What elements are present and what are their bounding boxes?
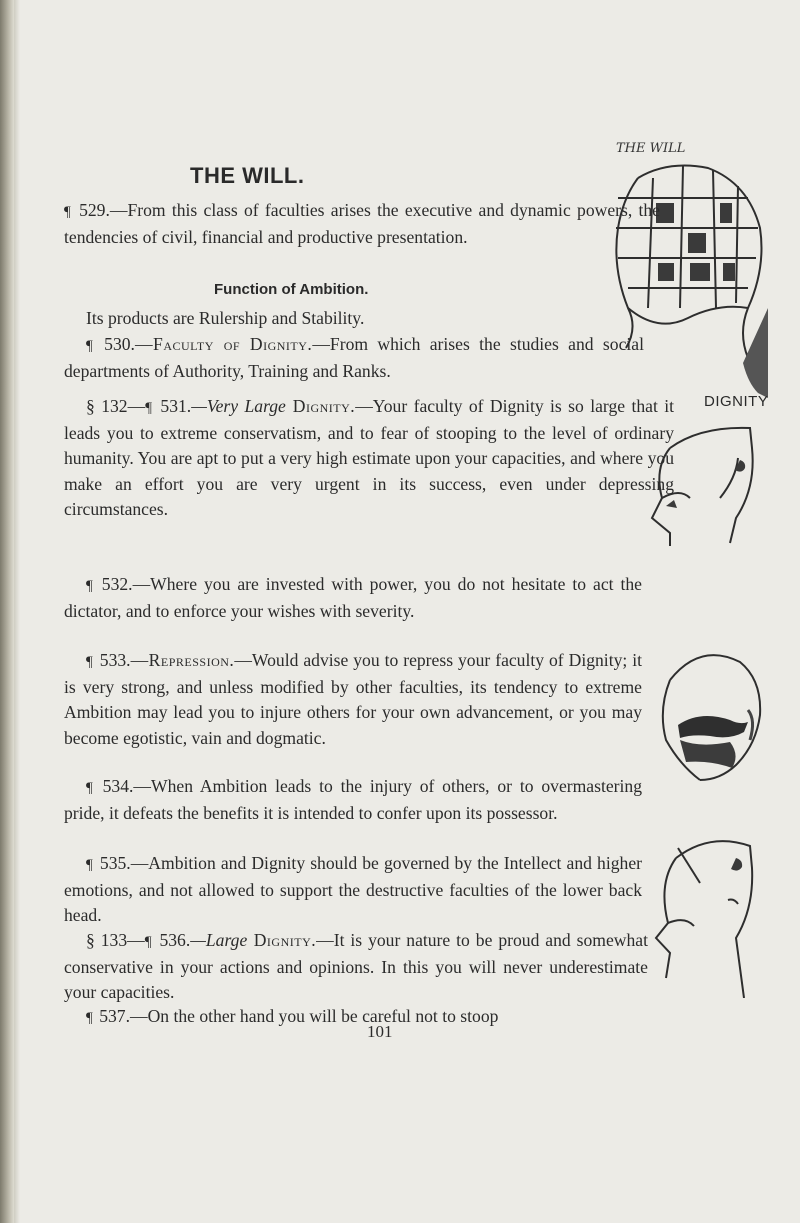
paragraph-532 bbox=[64, 572, 642, 624]
paragraph-number: 529. bbox=[79, 200, 110, 220]
paragraph-534 bbox=[64, 774, 642, 826]
section-number: § 133— bbox=[86, 930, 145, 950]
faculty-term: —Repression. bbox=[130, 650, 235, 670]
dignity-figure-small-illustration bbox=[640, 828, 770, 998]
paragraph-number: 537. bbox=[99, 1006, 130, 1026]
size-term: —Large bbox=[190, 930, 248, 950]
faculty-term: —Faculty of Dignity. bbox=[134, 334, 313, 354]
paragraph-number: 532. bbox=[101, 574, 133, 594]
section-subheading: Function of Ambition. bbox=[214, 281, 369, 298]
paragraph-text: —Would advise you to repress your faculty of Dignity; it is very strong, and unless modified by other faculties, its tendency to extreme Ambition may lead you to injure others for your own advancement, or you may become egotistic, vain and dogmatic. bbox=[64, 650, 642, 748]
pilcrow-icon: ¶ bbox=[64, 204, 71, 220]
faculty-term: Dignity. bbox=[247, 930, 317, 950]
paragraph-number: 531. bbox=[160, 396, 192, 416]
illustration-label-the-will: THE WILL bbox=[616, 141, 686, 156]
portrait-bust-illustration bbox=[640, 640, 770, 785]
paragraph-531 bbox=[64, 394, 674, 522]
paragraph-number: 536. bbox=[159, 930, 191, 950]
paragraph-537 bbox=[64, 1004, 642, 1029]
paragraph-529 bbox=[64, 198, 660, 250]
paragraph-text: —It is your nature to be proud and somewhat conservative in your actions and opinions. In this you will never underestimate your capacities. bbox=[64, 930, 648, 1003]
paragraph-number: 533. bbox=[99, 650, 131, 670]
pilcrow-icon: ¶ bbox=[144, 934, 152, 950]
pilcrow-icon: ¶ bbox=[86, 338, 93, 354]
paragraph-text: —When Ambition leads to the injury of others, or to overmastering pride, it defeats the benefits it is intended to confer upon its possessor. bbox=[64, 776, 642, 824]
pilcrow-icon: ¶ bbox=[86, 654, 93, 670]
paragraph-text: —On the other hand you will be careful not to stoop bbox=[130, 1006, 499, 1026]
section-number: § 132— bbox=[86, 396, 146, 416]
paragraph-text: —Where you are invested with power, you do not hesitate to act the dictator, and to enforce your wishes with severity. bbox=[64, 574, 642, 622]
page-number: 101 bbox=[367, 1022, 393, 1041]
paragraph-535 bbox=[64, 851, 642, 929]
paragraph-536 bbox=[64, 928, 648, 1006]
paragraph-text: —Your faculty of Dignity is so large that it leads you to extreme conservatism, and to fear of stooping to the level of ordinary humanity. You are apt to put a very high estimate upon your capacities, and where you make an effort you are very urgent in its success, even under depressing circumstances. bbox=[64, 396, 675, 519]
faculty-term: Dignity. bbox=[285, 396, 356, 416]
size-term: —Very Large bbox=[191, 396, 286, 416]
paragraph-number: 534. bbox=[102, 776, 134, 796]
illustration-label-dignity: DIGNITY bbox=[704, 393, 769, 410]
book-binding-shadow bbox=[0, 0, 14, 1223]
pilcrow-icon: ¶ bbox=[86, 780, 93, 796]
paragraph-number: 530. bbox=[104, 334, 135, 354]
paragraph-530 bbox=[64, 332, 644, 384]
pilcrow-icon: ¶ bbox=[86, 1010, 93, 1026]
paragraph-533 bbox=[64, 648, 642, 751]
pilcrow-icon: ¶ bbox=[86, 857, 93, 873]
page-gutter bbox=[14, 0, 20, 1223]
paragraph-text: Its products are Rulership and Stability. bbox=[86, 308, 365, 328]
paragraph-text: —From which arises the studies and social departments of Authority, Training and Ranks. bbox=[64, 334, 644, 382]
paragraph-rulership bbox=[64, 306, 624, 331]
pilcrow-icon: ¶ bbox=[86, 578, 93, 594]
paragraph-text: —Ambition and Dignity should be governed by the Intellect and higher emotions, and not allowed to support the destructive faculties of the lower back head. bbox=[64, 853, 642, 926]
paragraph-number: 535. bbox=[99, 853, 131, 873]
paragraph-text: —From this class of faculties arises the executive and dynamic powers, the tendencies of civil, financial and productive presentation. bbox=[64, 200, 660, 248]
pilcrow-icon: ¶ bbox=[145, 400, 152, 416]
page-heading: THE WILL. bbox=[190, 163, 305, 188]
